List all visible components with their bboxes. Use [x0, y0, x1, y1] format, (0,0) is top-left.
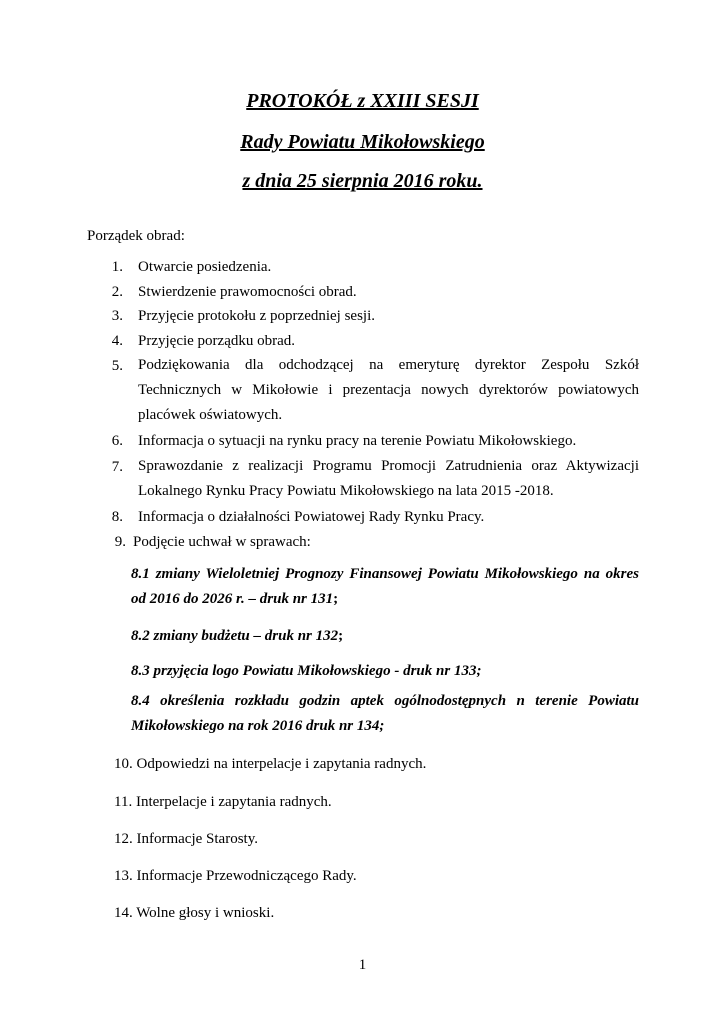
- list-item: Informacja o sytuacji na rynku pracy na terenie Powiatu Mikołowskiego.: [138, 433, 577, 449]
- list-item: 14. Wolne głosy i wnioski.: [114, 905, 275, 921]
- sub-item-text: 8.1 zmiany Wieloletniej Prognozy Finansowej Powiatu Mikołowskiego na okres od 2016 do 2026 r. – druk nr 131: [131, 566, 639, 607]
- agenda-intro: Porządek obrad:: [87, 228, 185, 244]
- document-subtitle-date: z dnia 25 sierpnia 2016 roku.: [242, 170, 483, 192]
- sub-item-end: ;: [338, 628, 344, 644]
- list-item: 10. Odpowiedzi na interpelacje i zapytania radnych.: [114, 756, 427, 772]
- document-title: PROTOKÓŁ z XXIII SESJI: [246, 90, 479, 112]
- list-item: 12. Informacje Starosty.: [114, 831, 258, 847]
- list-item-number: 7.: [111, 459, 123, 475]
- list-item: Otwarcie posiedzenia.: [138, 259, 272, 275]
- list-item: Podziękowania dla odchodzącej na emeryturę dyrektor Zespołu Szkół Technicznych w Mikołowie i prezentacja nowych dyrektorów powiatowych placówek oświatowych.: [138, 357, 639, 423]
- list-item-number: 5.: [111, 358, 123, 374]
- list-item-number: 2.: [111, 284, 123, 300]
- sub-item: [131, 624, 639, 649]
- list-item-number: 8.: [111, 509, 123, 525]
- document-subtitle-council: Rady Powiatu Mikołowskiego: [240, 131, 485, 153]
- list-item: 11. Interpelacje i zapytania radnych.: [114, 794, 332, 810]
- sub-item-text: 8.3 przyjęcia logo Powiatu Mikołowskiego - druk nr 133;: [131, 663, 482, 679]
- list-item-number: 4.: [111, 333, 123, 349]
- list-item: Sprawozdanie z realizacji Programu Promocji Zatrudnienia oraz Aktywizacji Lokalnego Rynku Pracy Powiatu Mikołowskiego na lata 2015 -2018.: [138, 458, 639, 499]
- page-number: 1: [358, 957, 367, 973]
- list-item-number: 9.: [114, 534, 126, 550]
- sub-item: [131, 689, 639, 739]
- sub-item-text: 8.4 określenia rozkładu godzin aptek ogólnodostępnych n terenie Powiatu Mikołowskiego na rok 2016 druk nr 134;: [131, 693, 639, 734]
- sub-item-text: 8.2 zmiany budżetu – druk nr 132: [131, 628, 339, 644]
- list-item-number: 1.: [111, 259, 123, 275]
- sub-item: [131, 659, 639, 684]
- list-item: 13. Informacje Przewodniczącego Rady.: [114, 868, 357, 884]
- list-item: Przyjęcie porządku obrad.: [138, 333, 296, 349]
- list-item: Przyjęcie protokołu z poprzedniej sesji.: [138, 308, 376, 324]
- list-item-number: 3.: [111, 308, 123, 324]
- sub-item: [131, 562, 639, 612]
- list-item-number: 6.: [111, 433, 123, 449]
- sub-item-end: ;: [333, 591, 339, 607]
- list-item: Informacja o działalności Powiatowej Rady Rynku Pracy.: [138, 509, 485, 525]
- list-item: Stwierdzenie prawomocności obrad.: [138, 284, 357, 300]
- list-item: Podjęcie uchwał w sprawach:: [133, 534, 311, 550]
